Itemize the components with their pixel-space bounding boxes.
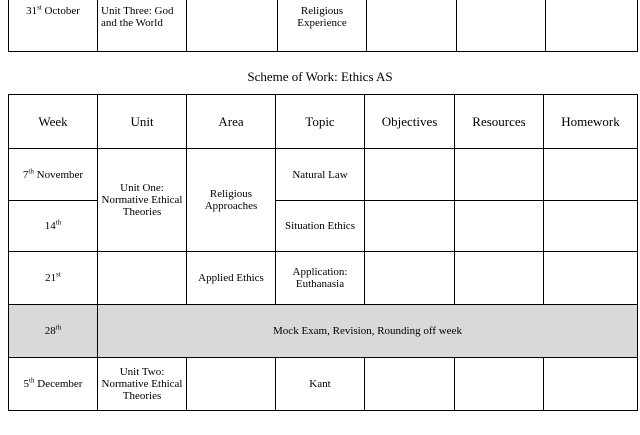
area-text: Religious Approaches (204, 188, 258, 212)
week-cell (9, 252, 98, 305)
week-cell (9, 305, 98, 358)
table-row (9, 149, 638, 201)
unit-one-cell (98, 149, 187, 252)
week-month: October (41, 5, 80, 17)
area-cell (187, 252, 276, 305)
topic-text: Religious Experience (297, 5, 347, 29)
table-row (9, 0, 638, 52)
topic-cell (276, 201, 365, 252)
week-day: 7 (22, 168, 29, 181)
resources-cell (455, 149, 544, 201)
week-day: 5 (23, 378, 30, 390)
unit-cell (98, 0, 187, 52)
week-suffix: st (56, 270, 61, 279)
religious-approaches-cell (187, 149, 276, 252)
unit-text: Unit Two: Normative Ethical Theories (101, 366, 183, 402)
header-topic: Topic (276, 95, 365, 149)
area-text: Applied Ethics (198, 272, 264, 284)
resources-cell (455, 201, 544, 252)
page-title: Scheme of Work: Ethics AS (247, 69, 393, 84)
week-cell (9, 201, 98, 252)
area-cell (187, 0, 278, 52)
topic-cell (278, 0, 367, 52)
header-homework: Homework (544, 95, 638, 149)
week-month: November (33, 168, 84, 181)
week-suffix: th (29, 376, 35, 385)
header-row (9, 95, 638, 149)
previous-page-table (8, 0, 638, 52)
resources-cell (455, 358, 544, 411)
week-month: December (34, 378, 83, 390)
topic-text: Kant (309, 378, 331, 390)
topic-text: Natural Law (292, 168, 348, 181)
week-suffix: th (55, 218, 62, 227)
week-suffix: th (28, 166, 34, 175)
week-cell (9, 358, 98, 411)
table-row (9, 305, 638, 358)
merged-text: Mock Exam, Revision, Rounding off week (273, 325, 462, 337)
header-resources: Resources (455, 95, 544, 149)
objectives-cell (365, 252, 455, 305)
topic-cell (276, 358, 365, 411)
week-day: 31 (26, 5, 38, 17)
homework-cell (544, 201, 638, 252)
homework-cell (546, 0, 638, 52)
week-day: 21 (45, 272, 57, 284)
homework-cell (544, 358, 638, 411)
resources-cell (455, 252, 544, 305)
week-suffix: st (37, 3, 42, 12)
unit-text: Unit Three: God and the World (101, 5, 174, 29)
week-cell (9, 149, 98, 201)
objectives-cell (367, 0, 457, 52)
mock-exam-cell (98, 305, 638, 358)
scheme-of-work-table (8, 94, 638, 411)
topic-cell (276, 252, 365, 305)
objectives-cell (365, 358, 455, 411)
topic-text: Application: Euthanasia (292, 266, 348, 290)
area-cell (187, 358, 276, 411)
topic-text: Situation Ethics (285, 220, 355, 232)
week-day: 28 (44, 325, 56, 337)
topic-cell (276, 149, 365, 201)
unit-cell (98, 252, 187, 305)
header-week: Week (9, 95, 98, 149)
resources-cell (457, 0, 546, 52)
header-area: Area (187, 95, 276, 149)
homework-cell (544, 252, 638, 305)
week-suffix: th (55, 323, 62, 332)
week-day: 14 (44, 220, 56, 232)
unit-cell (98, 358, 187, 411)
table-row (9, 252, 638, 305)
objectives-cell (365, 201, 455, 252)
week-cell (9, 0, 98, 52)
table-row (9, 358, 638, 411)
unit-text: Unit One: Normative Ethical Theories (101, 182, 183, 218)
header-objectives: Objectives (365, 95, 455, 149)
objectives-cell (365, 149, 455, 201)
header-unit: Unit (98, 95, 187, 149)
homework-cell (544, 149, 638, 201)
